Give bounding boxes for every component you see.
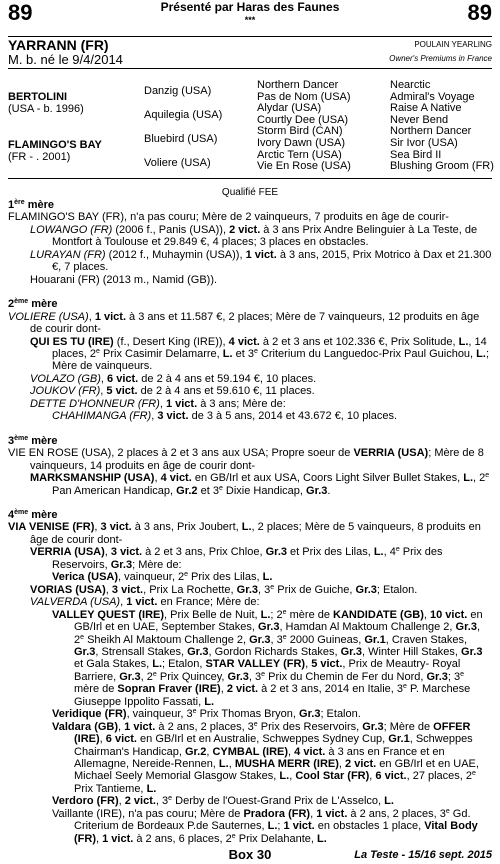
sire-name: BERTOLINI <box>8 91 68 103</box>
pedigree-g4: Raise A Native <box>390 102 462 115</box>
presented-by: Présenté par Haras des Faunes <box>160 0 340 14</box>
produce-record: Veridique (FR), vainqueur, 3e Prix Thomas Bryon, Gr.3; Etalon. <box>52 708 361 721</box>
horse-title <box>8 38 492 68</box>
horse-birth: M. b. né le 9/4/2014 <box>8 52 123 67</box>
catalogue-footer <box>8 848 492 862</box>
dam-record: VOLIERE (USA), 1 vict. à 3 ans et 11.587 €, 2 places; Mère de 7 vainqueurs, 12 produits en âge de courir dont- <box>8 310 480 336</box>
pedigree-g3: Ivory Dawn (USA) <box>257 137 346 149</box>
lot-number-left: 89 <box>8 0 33 25</box>
produce-record: VERRIA (USA), 3 vict. à 2 et 3 ans, Prix Chloe, Gr.3 et Prix des Lilas, L., 4e Prix des Reservoirs, Gr.3; Mère de: <box>30 546 443 571</box>
box-number: Box 30 <box>228 847 272 862</box>
produce-record: DETTE D'HONNEUR (FR), 1 vict. à 3 ans; Mère de: <box>30 397 286 410</box>
produce-record: JOUKOV (FR), 5 vict. de 2 à 4 ans et 59.610 €, 11 places. <box>30 385 315 398</box>
section-fourth-dam: 4ème mère <box>8 508 58 521</box>
pedigree-g4: Never Bend <box>390 113 449 126</box>
produce-record: LURAYAN (FR) (2012 f., Muhaymin (USA)), 1 vict. à 3 ans, 2015, Prix Motrico à Dax et 21.300 €, 7 places. <box>30 248 492 274</box>
pedigree-g4: Nearctic <box>390 79 431 91</box>
owner-premiums: Owner's Premiums in France <box>389 54 492 63</box>
produce-record: VALLEY QUEST (IRE), Prix Belle de Nuit, L.; 2e mère de KANDIDATE (GB), 10 vict. en GB/Irl et en UAE, September Stakes, Gr.3, Hamdan Al Maktoum Challenge 2, Gr.3, 2e Sheikh Al Maktoum Challenge 2, Gr.3, 3e 2000 Guineas, Gr.1, Craven Stakes, Gr.3, Strensall Stakes, Gr.3, Gordon Richards Stakes, Gr.3, Winter Hill Stakes, Gr.3 et Gala Stakes, L.; Etalon, STAR VALLEY (FR), 5 vict., Prix de Meautry- Royal Barriere, Gr.3, 2e Prix Quincey, Gr.3, 3e Prix du Chemin de Fer du Nord, Gr.3; 3e mère de Sopran Fraver (IRE), 2 vict. à 2 et 3 ans, 2014 en Italie, 3e P. Marchese Giuseppe Ippolito Fassati, L. <box>52 608 483 708</box>
pedigree-g4: Sea Bird II <box>390 148 442 161</box>
qualification: Qualifié FEE <box>221 187 279 198</box>
catalogue-header <box>8 0 492 36</box>
pedigree-g2: Voliere (USA) <box>144 157 211 169</box>
pedigree-g3: Pas de Nom (USA) <box>257 90 351 103</box>
pedigree-g4: Blushing Groom (FR) <box>390 160 494 173</box>
section-first-dam: 1ère mère <box>8 199 54 211</box>
horse-type: POULAIN YEARLING <box>414 40 492 49</box>
produce-record: VORIAS (USA), 3 vict., Prix La Rochette, Gr.3, 3e Prix de Guiche, Gr.3; Etalon. <box>30 583 418 596</box>
horse-name: YARRANN (FR) <box>8 37 109 53</box>
pedigree-g3: Storm Bird (CAN) <box>257 125 343 138</box>
dam-record: FLAMINGO'S BAY (FR), n'a pas couru; Mère de 2 vainqueurs, 7 produits en âge de courir- <box>8 211 449 224</box>
produce-record: Vaillante (IRE), n'a pas couru; Mère de Pradora (FR), 1 vict. à 2 ans, 2 places, 3e Gd. Criterium de Bordeaux P.de Sauternes, L.; 1 vict. en obstacles 1 place, Vital Body (FR), 1 vict. à 2 ans, 6 places, 2e Prix Delahante, L. <box>52 807 478 845</box>
pedigree-g3: Alydar (USA) <box>257 102 322 115</box>
produce-record: LOWANGO (FR) (2006 f., Panis (USA)), 2 vict. à 3 ans Prix Andre Belinguier à La Teste, de Montfort à Toulouse et 29.849 €, 4 places; 3 places en obstacles. <box>30 223 478 249</box>
family-record <box>8 199 492 845</box>
divider-title <box>8 68 492 69</box>
produce-record: MARKSMANSHIP (USA), 4 vict. en GB/Irl et aux USA, Coors Light Silver Bullet Stakes, L., 2e Pan American Handicap, Gr.2 et 3e Dixie Handicap, Gr.3. <box>30 472 490 497</box>
pedigree-g3: Northern Dancer <box>257 79 339 91</box>
divider-pedigree <box>8 178 492 179</box>
pedigree-g4: Sir Ivor (USA) <box>390 137 458 149</box>
sale-place-date: La Teste - 15/16 sept. 2015 <box>354 849 492 861</box>
pedigree-g3: Vie En Rose (USA) <box>257 160 351 173</box>
stars: *** <box>244 15 256 25</box>
dam-record: VIE EN ROSE (USA), 2 places à 2 et 3 ans aux USA; Propre soeur de VERRIA (USA); Mère de 8 vainqueurs, 14 produits en âge de courir dont- <box>8 447 484 472</box>
dam-name: FLAMINGO'S BAY <box>8 139 102 151</box>
pedigree-g2: Aquilegia (USA) <box>144 109 223 121</box>
pedigree-g4: Admiral's Voyage <box>390 90 475 103</box>
sire-info: (USA - b. 1996) <box>8 103 84 115</box>
pedigree-g3: Courtly Dee (USA) <box>257 113 349 126</box>
dam-record: VIA VENISE (FR), 3 vict. à 3 ans, Prix Joubert, L., 2 places; Mère de 5 vainqueurs, 8 produits en âge de courir dont- <box>8 521 481 546</box>
pedigree-g2: Danzig (USA) <box>144 85 212 97</box>
section-second-dam: 2ème mère <box>8 298 58 311</box>
produce-record: Verica (USA), vainqueur, 2e Prix des Lilas, L. <box>52 571 273 584</box>
produce-record: VALVERDA (USA), 1 vict. en France; Mère de: <box>30 596 260 609</box>
pedigree-table <box>8 80 492 176</box>
lot-number-right: 89 <box>467 0 492 25</box>
produce-record: Houarani (FR) (2013 m., Namid (GB)). <box>30 273 218 286</box>
pedigree-g2: Bluebird (USA) <box>144 133 218 145</box>
pedigree-g3: Arctic Tern (USA) <box>257 148 342 161</box>
dam-info: (FR - . 2001) <box>8 151 71 163</box>
pedigree-g4: Northern Dancer <box>390 125 472 138</box>
produce-record: VOLAZO (GB), 6 vict. de 2 à 4 ans et 59.194 €, 10 places. <box>30 372 317 385</box>
section-third-dam: 3ème mère <box>8 434 58 447</box>
produce-record: CHAHIMANGA (FR), 3 vict. de 3 à 5 ans, 2014 et 43.672 €, 10 places. <box>52 410 398 423</box>
produce-record: QUI ES TU (IRE) (f., Desert King (IRE)), 4 vict. à 2 et 3 ans et 102.336 €, Prix Solitude, L., 14 places, 2e Prix Casimir Delamarre, L. et 3e Criterium du Languedoc-Prix Paul Guichou, L.; Mère de vainqueurs. <box>30 335 490 373</box>
produce-record: Valdara (GB), 1 vict. à 2 ans, 2 places, 3e Prix des Reservoirs, Gr.3; Mère de OFFER (IRE), 6 vict. en GB/Irl et en Australie, Schweppes Sydney Cup, Gr.1, Schweppes Chairman's Handicap, Gr.2, CYMBAL (IRE), 4 vict. à 3 ans en France et en Allemagne, Nereide-Rennen, L., MUSHA MERR (IRE), 2 vict. en GB/Irl et en UAE, Michael Seely Memorial Glasgow Stakes, L., Cool Star (FR), 6 vict., 27 places, 2e Prix Tantieme, L. <box>52 720 479 795</box>
produce-record: Verdoro (FR), 2 vict., 3e Derby de l'Ouest-Grand Prix de L'Asselco, L. <box>52 795 394 808</box>
